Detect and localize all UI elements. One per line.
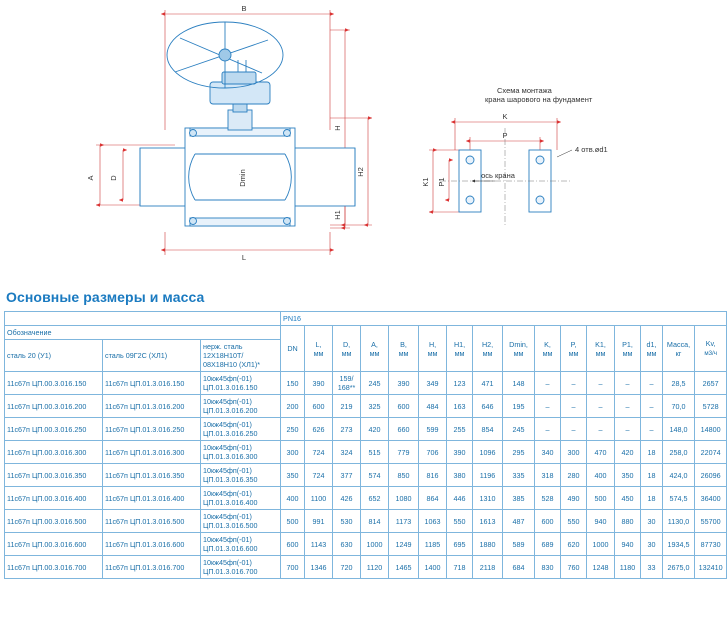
cell-kv: 5728	[695, 395, 727, 418]
col-h	[419, 326, 447, 372]
col-stainless: нерж. сталь 12Х18Н10Т/ 08Х18Н10 (ХЛ1)*	[201, 340, 281, 372]
col-l	[305, 326, 333, 372]
col-p1-label: P1,	[622, 339, 633, 349]
cell-massa: 258,0	[663, 441, 695, 464]
col-p-label: P,	[570, 339, 577, 349]
cell-l: 390	[305, 372, 333, 395]
col-dmin-unit: мм	[513, 348, 524, 358]
cell-k: 528	[535, 487, 561, 510]
cell-b: 1173	[389, 510, 419, 533]
cell-dn: 300	[281, 441, 305, 464]
table-row	[5, 487, 727, 510]
cell-steel20: 11с67п ЦП.00.3.016.200	[5, 395, 103, 418]
cell-a: 245	[361, 372, 389, 395]
cell-massa: 1130,0	[663, 510, 695, 533]
col-b-unit: мм	[398, 348, 409, 358]
col-h1-unit: мм	[454, 348, 465, 358]
cell-massa: 28,5	[663, 372, 695, 395]
cell-steel09: 11с67п ЦП.01.3.016.200	[103, 395, 201, 418]
cell-kv: 2657	[695, 372, 727, 395]
cell-massa: 148,0	[663, 418, 695, 441]
cell-b: 850	[389, 464, 419, 487]
cell-h1: 380	[447, 464, 473, 487]
svg-text:D: D	[109, 175, 118, 181]
cell-h: 349	[419, 372, 447, 395]
cell-p: –	[561, 395, 587, 418]
cell-d1: 30	[641, 510, 663, 533]
cell-d1: 33	[641, 556, 663, 579]
cell-k1: 1248	[587, 556, 615, 579]
cell-a: 325	[361, 395, 389, 418]
cell-d1: –	[641, 372, 663, 395]
cell-stainless: 10кж45фп(-01) ЦП.01.3.016.400	[201, 487, 281, 510]
cell-dmin: 335	[503, 464, 535, 487]
col-dmin-label: Dmin,	[509, 339, 528, 349]
cell-k1: –	[587, 395, 615, 418]
cell-h1: 255	[447, 418, 473, 441]
cell-b: 1080	[389, 487, 419, 510]
col-steel20: сталь 20 (У1)	[5, 340, 103, 372]
col-k1-unit: мм	[595, 348, 606, 358]
cell-steel20: 11с67п ЦП.00.3.016.600	[5, 533, 103, 556]
cell-p: 300	[561, 441, 587, 464]
table-row	[5, 464, 727, 487]
col-massa-unit: кг	[675, 348, 682, 358]
cell-l: 1100	[305, 487, 333, 510]
col-l-unit: мм	[313, 348, 324, 358]
cell-d1: –	[641, 418, 663, 441]
specs-table-container	[0, 311, 723, 579]
cell-p1: 940	[615, 533, 641, 556]
cell-stainless: 10кж45фп(-01) ЦП.01.3.016.150	[201, 372, 281, 395]
col-dn: DN	[281, 326, 305, 372]
svg-text:B: B	[241, 4, 247, 13]
cell-massa: 2675,0	[663, 556, 695, 579]
col-h2-unit: мм	[482, 348, 493, 358]
col-a-unit: мм	[369, 348, 380, 358]
cell-d: 530	[333, 510, 361, 533]
table-header-pn-row	[5, 312, 727, 326]
col-h-unit: мм	[427, 348, 438, 358]
col-d1-label: d1,	[646, 339, 657, 349]
col-k1	[587, 326, 615, 372]
cell-h2: 2118	[473, 556, 503, 579]
cell-d: 426	[333, 487, 361, 510]
cell-a: 420	[361, 418, 389, 441]
cell-h2: 854	[473, 418, 503, 441]
cell-d: 273	[333, 418, 361, 441]
col-p	[561, 326, 587, 372]
cell-b: 1465	[389, 556, 419, 579]
cell-k: 689	[535, 533, 561, 556]
cell-p1: 350	[615, 464, 641, 487]
cell-steel20: 11с67п ЦП.00.3.016.400	[5, 487, 103, 510]
table-row	[5, 418, 727, 441]
cell-steel09: 11с67п ЦП.01.3.016.700	[103, 556, 201, 579]
cell-dn: 600	[281, 533, 305, 556]
col-h-label: H,	[428, 339, 437, 349]
cell-k: –	[535, 395, 561, 418]
col-massa-label: Масса,	[666, 339, 691, 349]
cell-p: –	[561, 418, 587, 441]
cell-h2: 646	[473, 395, 503, 418]
page-title: Основные размеры и масса	[6, 289, 205, 305]
cell-dn: 350	[281, 464, 305, 487]
cell-k1: 470	[587, 441, 615, 464]
cell-kv: 55700	[695, 510, 727, 533]
col-p1-unit: мм	[622, 348, 633, 358]
cell-h: 706	[419, 441, 447, 464]
designation-label: Обозначение	[5, 326, 281, 340]
cell-h: 1400	[419, 556, 447, 579]
cell-steel09: 11с67п ЦП.01.3.016.500	[103, 510, 201, 533]
col-kv	[695, 326, 727, 372]
cell-massa: 574,5	[663, 487, 695, 510]
cell-dmin: 245	[503, 418, 535, 441]
cell-dn: 200	[281, 395, 305, 418]
cell-p1: 1180	[615, 556, 641, 579]
cell-h: 1185	[419, 533, 447, 556]
svg-text:крана шарового на фундамент: крана шарового на фундамент	[485, 95, 593, 104]
cell-d1: 30	[641, 533, 663, 556]
cell-kv: 87730	[695, 533, 727, 556]
cell-b: 1249	[389, 533, 419, 556]
cell-dn: 150	[281, 372, 305, 395]
cell-k: –	[535, 418, 561, 441]
col-k-label: K,	[544, 339, 551, 349]
cell-p: 620	[561, 533, 587, 556]
svg-text:ось крана: ось крана	[481, 171, 515, 180]
cell-a: 515	[361, 441, 389, 464]
cell-h2: 1880	[473, 533, 503, 556]
cell-p: 280	[561, 464, 587, 487]
cell-a: 652	[361, 487, 389, 510]
cell-h2: 1096	[473, 441, 503, 464]
cell-p1: 880	[615, 510, 641, 533]
cell-massa: 424,0	[663, 464, 695, 487]
cell-steel20: 11с67п ЦП.00.3.016.700	[5, 556, 103, 579]
table-row	[5, 372, 727, 395]
table-row	[5, 556, 727, 579]
cell-dn: 400	[281, 487, 305, 510]
col-a-label: A,	[371, 339, 378, 349]
col-h1	[447, 326, 473, 372]
cell-h1: 123	[447, 372, 473, 395]
cell-d: 219	[333, 395, 361, 418]
svg-text:P1: P1	[437, 177, 446, 187]
cell-steel09: 11с67п ЦП.01.3.016.300	[103, 441, 201, 464]
cell-dmin: 195	[503, 395, 535, 418]
cell-dmin: 385	[503, 487, 535, 510]
cell-k1: 500	[587, 487, 615, 510]
cell-b: 390	[389, 372, 419, 395]
cell-steel09: 11с67п ЦП.01.3.016.350	[103, 464, 201, 487]
col-b-label: B,	[400, 339, 407, 349]
col-d-unit: мм	[341, 348, 352, 358]
col-steel09: сталь 09Г2С (ХЛ1)	[103, 340, 201, 372]
cell-k: 318	[535, 464, 561, 487]
col-d1	[641, 326, 663, 372]
cell-dmin: 684	[503, 556, 535, 579]
table-row	[5, 510, 727, 533]
svg-text:4 отв.ød1: 4 отв.ød1	[575, 145, 608, 154]
cell-h1: 695	[447, 533, 473, 556]
cell-k: 340	[535, 441, 561, 464]
col-b	[389, 326, 419, 372]
table-header-designation-row	[5, 326, 727, 340]
svg-text:Dmin: Dmin	[238, 169, 247, 187]
svg-text:P: P	[502, 131, 508, 140]
specs-table-body	[5, 372, 727, 579]
cell-d1: 18	[641, 487, 663, 510]
svg-text:H: H	[333, 125, 342, 131]
cell-h: 1063	[419, 510, 447, 533]
cell-d: 159/ 168**	[333, 372, 361, 395]
cell-h: 816	[419, 464, 447, 487]
cell-l: 1143	[305, 533, 333, 556]
cell-stainless: 10кж45фп(-01) ЦП.01.3.016.700	[201, 556, 281, 579]
cell-h2: 471	[473, 372, 503, 395]
cell-kv: 22074	[695, 441, 727, 464]
svg-text:K1: K1	[421, 177, 430, 187]
cell-a: 1120	[361, 556, 389, 579]
table-row	[5, 533, 727, 556]
cell-b: 600	[389, 395, 419, 418]
pn-header: PN16	[281, 312, 727, 326]
col-dmin	[503, 326, 535, 372]
cell-h1: 163	[447, 395, 473, 418]
svg-text:L: L	[241, 253, 247, 262]
cell-massa: 70,0	[663, 395, 695, 418]
col-kv-unit: м3/ч	[704, 350, 717, 358]
cell-kv: 36400	[695, 487, 727, 510]
cell-steel09: 11с67п ЦП.01.3.016.400	[103, 487, 201, 510]
svg-text:H2: H2	[356, 167, 365, 177]
cell-h1: 446	[447, 487, 473, 510]
cell-p1: –	[615, 418, 641, 441]
cell-h: 599	[419, 418, 447, 441]
cell-p1: –	[615, 395, 641, 418]
cell-p1: 420	[615, 441, 641, 464]
cell-l: 1346	[305, 556, 333, 579]
cell-k: –	[535, 372, 561, 395]
cell-d: 377	[333, 464, 361, 487]
cell-l: 724	[305, 441, 333, 464]
cell-steel09: 11с67п ЦП.01.3.016.250	[103, 418, 201, 441]
cell-steel20: 11с67п ЦП.00.3.016.350	[5, 464, 103, 487]
cell-p1: 450	[615, 487, 641, 510]
cell-k1: –	[587, 418, 615, 441]
cell-steel09: 11с67п ЦП.01.3.016.600	[103, 533, 201, 556]
cell-p: 760	[561, 556, 587, 579]
cell-k1: –	[587, 372, 615, 395]
col-h2	[473, 326, 503, 372]
cell-p: 490	[561, 487, 587, 510]
cell-stainless: 10кж45фп(-01) ЦП.01.3.016.600	[201, 533, 281, 556]
col-d1-unit: мм	[646, 348, 657, 358]
cell-kv: 132410	[695, 556, 727, 579]
cell-k1: 1000	[587, 533, 615, 556]
cell-h1: 390	[447, 441, 473, 464]
cell-l: 600	[305, 395, 333, 418]
cell-h: 484	[419, 395, 447, 418]
svg-text:H1: H1	[333, 210, 342, 220]
cell-dmin: 589	[503, 533, 535, 556]
cell-h2: 1196	[473, 464, 503, 487]
svg-text:A: A	[86, 175, 95, 181]
cell-h: 864	[419, 487, 447, 510]
cell-b: 779	[389, 441, 419, 464]
cell-d: 324	[333, 441, 361, 464]
col-k1-label: K1,	[595, 339, 606, 349]
col-d	[333, 326, 361, 372]
cell-dmin: 295	[503, 441, 535, 464]
cell-stainless: 10кж45фп(-01) ЦП.01.3.016.300	[201, 441, 281, 464]
technical-drawing	[0, 0, 700, 285]
cell-b: 660	[389, 418, 419, 441]
table-row	[5, 441, 727, 464]
cell-steel20: 11с67п ЦП.00.3.016.500	[5, 510, 103, 533]
table-row	[5, 395, 727, 418]
cell-stainless: 10кж45фп(-01) ЦП.01.3.016.350	[201, 464, 281, 487]
cell-steel20: 11с67п ЦП.00.3.016.250	[5, 418, 103, 441]
cell-steel09: 11с67п ЦП.01.3.016.150	[103, 372, 201, 395]
cell-kv: 26096	[695, 464, 727, 487]
col-d-label: D,	[342, 339, 351, 349]
cell-steel20: 11с67п ЦП.00.3.016.300	[5, 441, 103, 464]
svg-text:Схема монтажа: Схема монтажа	[497, 86, 552, 95]
cell-d1: 18	[641, 464, 663, 487]
cell-l: 724	[305, 464, 333, 487]
cell-d: 720	[333, 556, 361, 579]
col-kv-label: Kv,	[705, 339, 716, 349]
cell-h1: 718	[447, 556, 473, 579]
cell-k: 830	[535, 556, 561, 579]
cell-h2: 1310	[473, 487, 503, 510]
col-h1-label: H1,	[453, 339, 466, 349]
cell-l: 626	[305, 418, 333, 441]
cell-k: 600	[535, 510, 561, 533]
cell-dn: 250	[281, 418, 305, 441]
cell-stainless: 10кж45фп(-01) ЦП.01.3.016.250	[201, 418, 281, 441]
cell-a: 814	[361, 510, 389, 533]
cell-a: 1000	[361, 533, 389, 556]
cell-p: 550	[561, 510, 587, 533]
designation-header-cell	[5, 312, 281, 326]
col-k	[535, 326, 561, 372]
svg-text:K: K	[502, 112, 508, 121]
cell-stainless: 10кж45фп(-01) ЦП.01.3.016.200	[201, 395, 281, 418]
cell-massa: 1934,5	[663, 533, 695, 556]
cell-h2: 1613	[473, 510, 503, 533]
cell-dn: 700	[281, 556, 305, 579]
cell-a: 574	[361, 464, 389, 487]
col-massa	[663, 326, 695, 372]
cell-dmin: 487	[503, 510, 535, 533]
cell-d1: 18	[641, 441, 663, 464]
cell-d1: –	[641, 395, 663, 418]
col-h2-label: H2,	[481, 339, 494, 349]
cell-steel20: 11с67п ЦП.00.3.016.150	[5, 372, 103, 395]
cell-l: 991	[305, 510, 333, 533]
col-l-label: L,	[315, 339, 322, 349]
cell-stainless: 10кж45фп(-01) ЦП.01.3.016.500	[201, 510, 281, 533]
cell-p: –	[561, 372, 587, 395]
cell-k1: 400	[587, 464, 615, 487]
cell-p1: –	[615, 372, 641, 395]
specs-table	[4, 311, 727, 579]
cell-dmin: 148	[503, 372, 535, 395]
cell-kv: 14800	[695, 418, 727, 441]
col-p-unit: мм	[568, 348, 579, 358]
col-p1	[615, 326, 641, 372]
col-a	[361, 326, 389, 372]
cell-d: 630	[333, 533, 361, 556]
cell-h1: 550	[447, 510, 473, 533]
cell-dn: 500	[281, 510, 305, 533]
col-k-unit: мм	[542, 348, 553, 358]
cell-k1: 940	[587, 510, 615, 533]
